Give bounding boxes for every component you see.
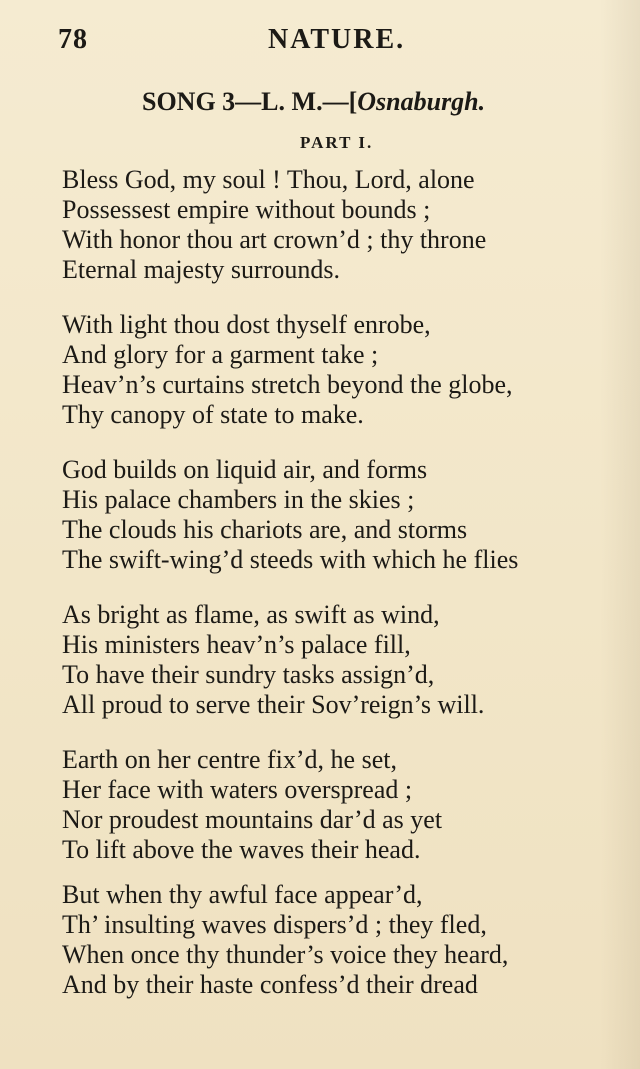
verse-line: Her face with waters overspread ; — [62, 775, 413, 804]
verse-line: Eternal majesty surrounds. — [62, 255, 340, 284]
verse-line: Thy canopy of state to make. — [62, 400, 364, 429]
verse-line: His ministers heav’n’s palace fill, — [62, 630, 411, 659]
verse-line: But when thy awful face appear’d, — [62, 880, 423, 909]
part-heading: PART I. — [300, 133, 374, 152]
page-number: 78 — [58, 24, 88, 55]
running-head: NATURE. — [268, 24, 406, 55]
song-title — [142, 84, 485, 120]
page-edge-shadow — [600, 0, 640, 1069]
verse-line: And glory for a garment take ; — [62, 340, 379, 369]
song-title-bracket: [ — [348, 87, 358, 116]
verse-line: Earth on her centre fix’d, he set, — [62, 745, 397, 774]
verse-line: Bless God, my soul ! Thou, Lord, alone — [62, 165, 475, 194]
verse-line: To lift above the waves their head. — [62, 835, 421, 864]
verse-line: All proud to serve their Sov’reign’s will. — [62, 690, 485, 719]
verse-line: The swift-wing’d steeds with which he flies — [62, 545, 519, 574]
verse-line: To have their sundry tasks assign’d, — [62, 660, 435, 689]
verse-line: With honor thou art crown’d ; thy throne — [62, 225, 487, 254]
stanza-6 — [62, 880, 508, 1000]
stanza-3 — [62, 455, 518, 575]
verse-line: His palace chambers in the skies ; — [62, 485, 415, 514]
verse-line: God builds on liquid air, and forms — [62, 455, 428, 484]
verse-line: The clouds his chariots are, and storms — [62, 515, 468, 544]
stanza-2 — [62, 310, 513, 430]
verse-line: Heav’n’s curtains stretch beyond the globe, — [62, 370, 513, 399]
song-title-label: SONG 3—L. M.— — [142, 87, 349, 116]
stanza-4 — [62, 600, 484, 720]
verse-line: Nor proudest mountains dar’d as yet — [62, 805, 443, 834]
verse-line: As bright as flame, as swift as wind, — [62, 600, 440, 629]
verse-line: With light thou dost thyself enrobe, — [62, 310, 431, 339]
stanza-1 — [62, 165, 486, 285]
verse-line: Possessest empire without bounds ; — [62, 195, 431, 224]
verse-line: And by their haste confess’d their dread — [62, 970, 478, 999]
tune-name: Osnaburgh. — [357, 87, 486, 116]
verse-line: When once thy thunder’s voice they heard, — [62, 940, 509, 969]
stanza-5 — [62, 745, 442, 865]
verse-line: Th’ insulting waves dispers’d ; they fled, — [62, 910, 487, 939]
